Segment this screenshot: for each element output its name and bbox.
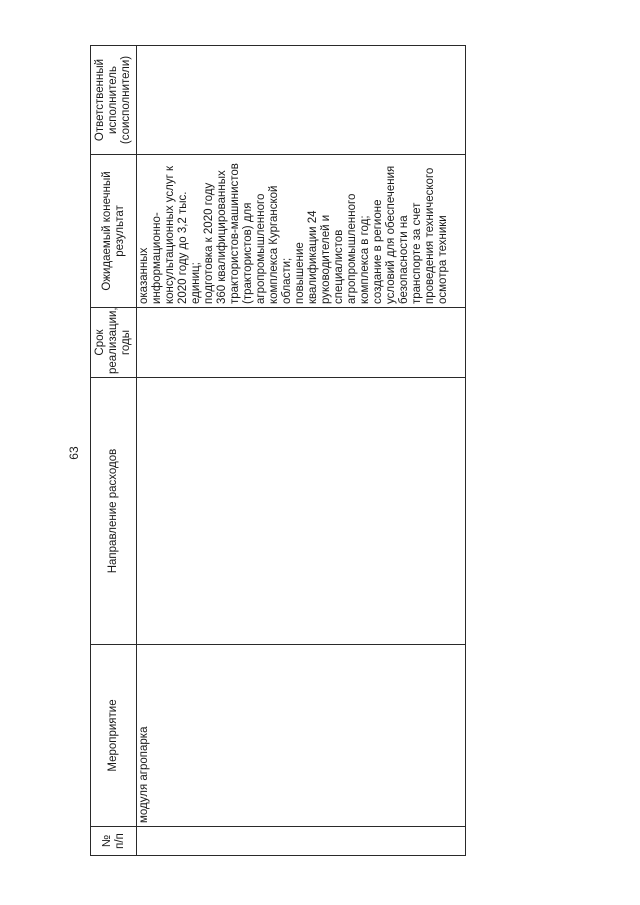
result-line: осмотра техники <box>437 215 449 304</box>
result-line: единиц; <box>190 262 202 304</box>
cell-term <box>137 308 466 378</box>
result-line: агропромышленного <box>346 193 358 304</box>
result-line: условий для обеспечения <box>385 165 397 304</box>
cell-responsible <box>137 46 466 155</box>
result-line: (трактористов) для <box>242 202 254 304</box>
result-line: 360 квалифицированных <box>216 170 228 304</box>
result-line: трактористов-машинистов <box>229 163 241 304</box>
result-line: специалистов <box>333 229 345 304</box>
result-lines <box>138 158 450 304</box>
result-line: информационно- <box>151 212 163 304</box>
result-line: подготовка к 2020 году <box>203 182 215 304</box>
header-direction: Направление расходов <box>91 378 137 645</box>
result-line: комплекса в год; <box>359 215 371 304</box>
result-line: квалификации 24 <box>307 210 319 304</box>
table-header-row <box>91 46 137 856</box>
program-events-table <box>90 45 466 856</box>
result-line: руководителей и <box>320 214 332 304</box>
table-row <box>137 46 466 856</box>
result-line: проведения технического <box>424 167 436 304</box>
result-line: повышение <box>294 242 306 304</box>
result-line: безопасности на <box>398 215 410 304</box>
result-line: области; <box>281 257 293 304</box>
result-line: транспорте за счет <box>411 202 423 304</box>
result-line: комплекса Курганской <box>268 185 280 304</box>
cell-event-text: модуля агропарка <box>138 726 150 823</box>
header-responsible: Ответственный исполнитель (соисполнители) <box>91 46 137 155</box>
cell-num <box>137 827 466 856</box>
result-line: оказанных <box>138 247 150 304</box>
cell-direction <box>137 378 466 645</box>
result-line: создание в регионе <box>372 199 384 304</box>
cell-result <box>137 155 466 308</box>
cell-event <box>137 645 466 827</box>
header-result: Ожидаемый конечный результат <box>91 155 137 308</box>
result-line: 2020 году до 3,2 тыс. <box>177 191 189 304</box>
result-line: агропромышленного <box>255 193 267 304</box>
header-term: Срок реализации, годы <box>91 308 137 378</box>
header-num: № п/п <box>91 827 137 856</box>
result-line: консультационных услуг к <box>164 165 176 304</box>
header-event: Мероприятие <box>91 645 137 827</box>
page-number: 63 <box>67 446 81 460</box>
